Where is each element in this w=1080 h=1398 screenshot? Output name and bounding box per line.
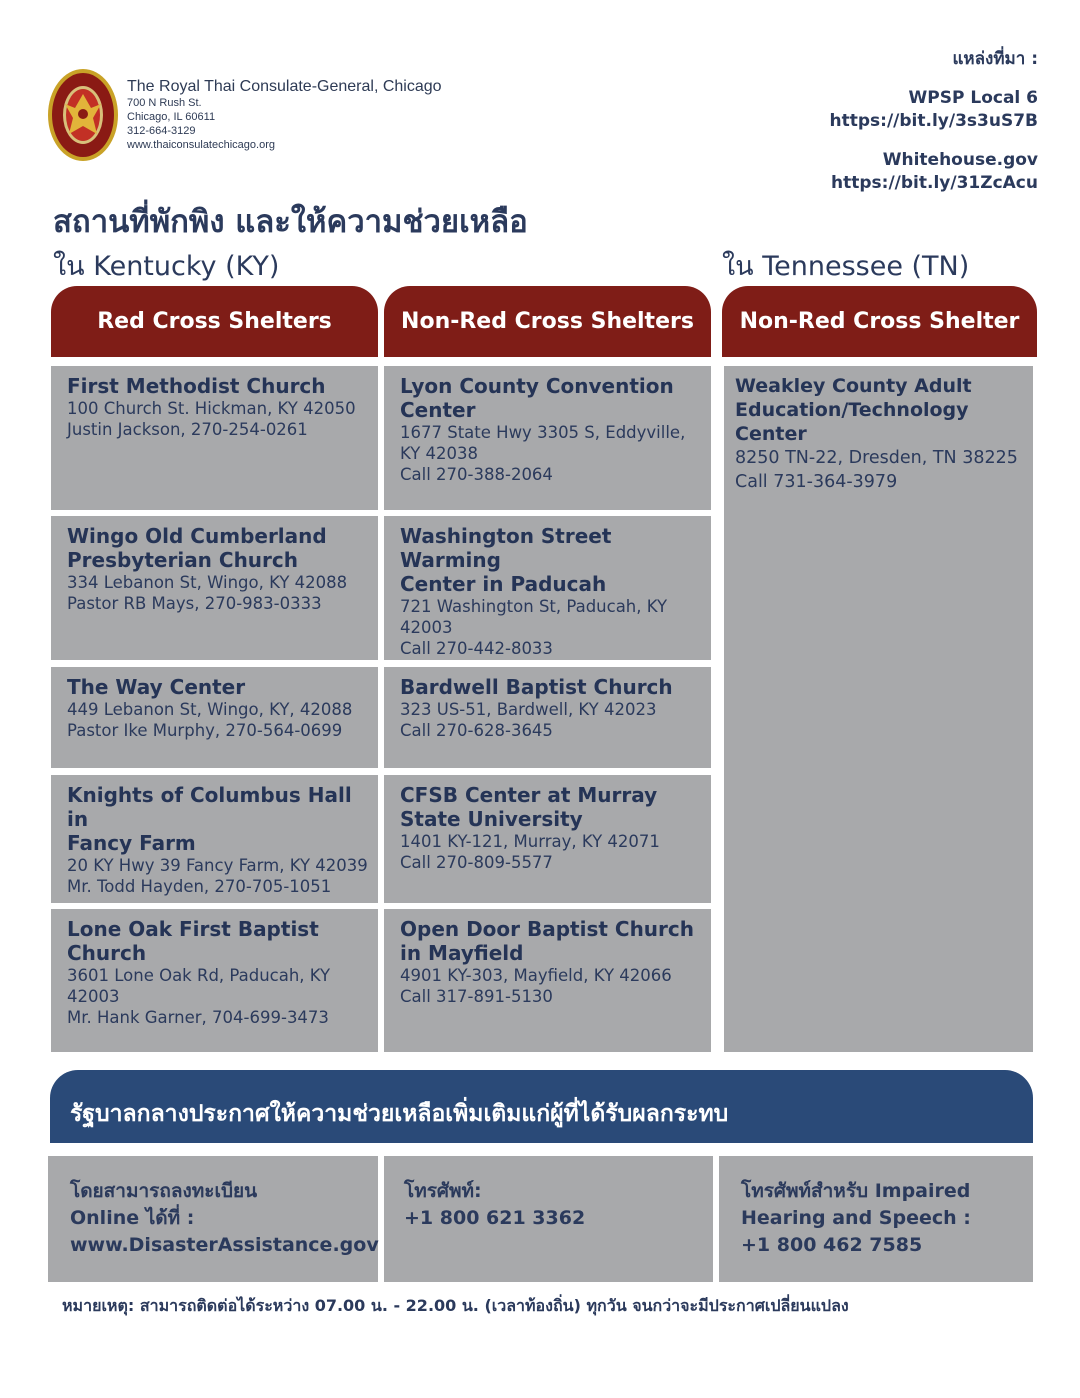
shelter-card bbox=[384, 909, 711, 1052]
shelter-line: 449 Lebanon St, Wingo, KY, 42088 bbox=[67, 700, 353, 719]
shelter-card bbox=[384, 366, 711, 510]
shelter-card bbox=[51, 909, 378, 1052]
shelter-card bbox=[51, 667, 378, 768]
shelter-card bbox=[384, 667, 711, 768]
shelter-name: State University bbox=[400, 807, 583, 831]
disaster-assistance-link[interactable]: www.DisasterAssistance.gov bbox=[70, 1234, 379, 1256]
shelter-card bbox=[51, 366, 378, 510]
shelter-name: CFSB Center at Murray bbox=[400, 783, 658, 807]
page-title: สถานที่พักพิง และให้ความช่วยเหลือ bbox=[53, 204, 528, 240]
phone-number[interactable]: +1 800 621 3362 bbox=[404, 1207, 586, 1229]
shelter-name: Washington Street Warming bbox=[400, 524, 612, 572]
shelter-line: 1401 KY-121, Murray, KY 42071 bbox=[400, 832, 660, 851]
shelter-line: 20 KY Hwy 39 Fancy Farm, KY 42039 bbox=[67, 856, 368, 875]
shelter-name: Presbyterian Church bbox=[67, 548, 298, 572]
shelter-name: Center bbox=[400, 398, 476, 422]
shelter-line: 1677 State Hwy 3305 S, Eddyville, bbox=[400, 423, 686, 442]
impaired-phone-number[interactable]: +1 800 462 7585 bbox=[741, 1234, 923, 1256]
garuda-emblem-icon bbox=[47, 68, 119, 162]
assistance-banner: รัฐบาลกลางประกาศให้ความช่วยเหลือเพิ่มเติมแก่ผู้ที่ได้รับผลกระทบ bbox=[50, 1070, 1033, 1143]
shelter-name: Education/Technology Center bbox=[735, 399, 969, 445]
footnote: หมายเหตุ: สามารถติดต่อได้ระหว่าง 07.00 น. - 22.00 น. (เวลาท้องถิ่น) ทุกวัน จนกว่าจะมีประกาศเปลี่ยนแปลง bbox=[62, 1296, 849, 1315]
tn-shelter-card bbox=[724, 366, 1033, 1052]
shelter-line: Call 731-364-3979 bbox=[735, 472, 898, 492]
region-tennessee: ใน Tennessee (TN) bbox=[722, 251, 970, 282]
shelter-name: Lyon County Convention bbox=[400, 374, 674, 398]
shelter-line: Call 270-388-2064 bbox=[400, 465, 553, 484]
sources-label: แหล่งที่มา : bbox=[952, 49, 1038, 69]
info-phone bbox=[384, 1156, 713, 1282]
shelter-line: Call 317-891-5130 bbox=[400, 987, 553, 1006]
shelter-name: Weakley County Adult bbox=[735, 375, 972, 397]
info-line: Hearing and Speech : bbox=[741, 1207, 971, 1229]
shelter-line: Call 270-809-5577 bbox=[400, 853, 553, 872]
shelter-name: Bardwell Baptist Church bbox=[400, 675, 673, 699]
shelter-name: in Mayfield bbox=[400, 941, 524, 965]
source-2-name: Whitehouse.gov bbox=[882, 150, 1038, 170]
info-line: โทรศัพท์: bbox=[404, 1180, 482, 1202]
consulate-address2: Chicago, IL 60611 bbox=[127, 111, 216, 124]
source-1-name: WPSP Local 6 bbox=[908, 88, 1038, 108]
info-impaired bbox=[719, 1156, 1033, 1282]
header-non-red-cross: Non-Red Cross Shelters bbox=[384, 286, 711, 357]
shelter-line: 334 Lebanon St, Wingo, KY 42088 bbox=[67, 573, 348, 592]
shelter-card bbox=[51, 775, 378, 903]
shelter-line: 42003 bbox=[400, 618, 453, 637]
info-line: โทรศัพท์สำหรับ Impaired bbox=[741, 1180, 971, 1202]
source-1-url[interactable]: https://bit.ly/3s3uS7B bbox=[829, 111, 1038, 131]
shelter-name: Wingo Old Cumberland bbox=[67, 524, 327, 548]
shelter-name: Fancy Farm bbox=[67, 831, 196, 855]
shelter-line: Pastor RB Mays, 270-983-0333 bbox=[67, 594, 322, 613]
shelter-line: 100 Church St. Hickman, KY 42050 bbox=[67, 399, 356, 418]
shelter-line: Mr. Todd Hayden, 270-705-1051 bbox=[67, 877, 332, 896]
shelter-line: 4901 KY-303, Mayfield, KY 42066 bbox=[400, 966, 672, 985]
header-red-cross: Red Cross Shelters bbox=[51, 286, 378, 357]
shelter-line: KY 42038 bbox=[400, 444, 479, 463]
shelter-line: Mr. Hank Garner, 704-699-3473 bbox=[67, 1008, 329, 1027]
source-2-url[interactable]: https://bit.ly/31ZcAcu bbox=[831, 173, 1038, 193]
shelter-name: Knights of Columbus Hall in bbox=[67, 783, 352, 831]
shelter-line: 8250 TN-22, Dresden, TN 38225 bbox=[735, 448, 1018, 468]
shelter-name: First Methodist Church bbox=[67, 374, 326, 398]
info-line: โดยสามารถลงทะเบียน bbox=[70, 1180, 258, 1202]
shelter-line: Call 270-442-8033 bbox=[400, 639, 553, 658]
shelter-line: 323 US-51, Bardwell, KY 42023 bbox=[400, 700, 657, 719]
shelter-name: Church bbox=[67, 941, 147, 965]
info-register bbox=[48, 1156, 378, 1282]
shelter-line: Call 270-628-3645 bbox=[400, 721, 553, 740]
shelter-line: Justin Jackson, 270-254-0261 bbox=[67, 420, 308, 439]
shelter-card bbox=[384, 516, 711, 660]
shelter-card bbox=[51, 516, 378, 660]
consulate-info bbox=[127, 78, 442, 152]
consulate-address1: 700 N Rush St. bbox=[127, 97, 202, 110]
info-line: Online ได้ที่ : bbox=[70, 1207, 195, 1229]
shelter-line: 3601 Lone Oak Rd, Paducah, KY bbox=[67, 966, 331, 985]
consulate-phone: 312-664-3129 bbox=[127, 125, 196, 138]
shelter-line: 42003 bbox=[67, 987, 120, 1006]
shelter-name: Lone Oak First Baptist bbox=[67, 917, 319, 941]
shelter-name: Center in Paducah bbox=[400, 572, 607, 596]
region-kentucky: ใน Kentucky (KY) bbox=[53, 251, 280, 282]
header-tn-non-red-cross: Non-Red Cross Shelter bbox=[722, 286, 1037, 357]
shelter-card bbox=[384, 775, 711, 903]
shelter-name: The Way Center bbox=[67, 675, 246, 699]
shelter-line: Pastor Ike Murphy, 270-564-0699 bbox=[67, 721, 343, 740]
consulate-name: The Royal Thai Consulate-General, Chicago bbox=[127, 78, 442, 95]
consulate-website[interactable]: www.thaiconsulatechicago.org bbox=[127, 139, 275, 152]
shelter-name: Open Door Baptist Church bbox=[400, 917, 695, 941]
shelter-line: 721 Washington St, Paducah, KY bbox=[400, 597, 668, 616]
